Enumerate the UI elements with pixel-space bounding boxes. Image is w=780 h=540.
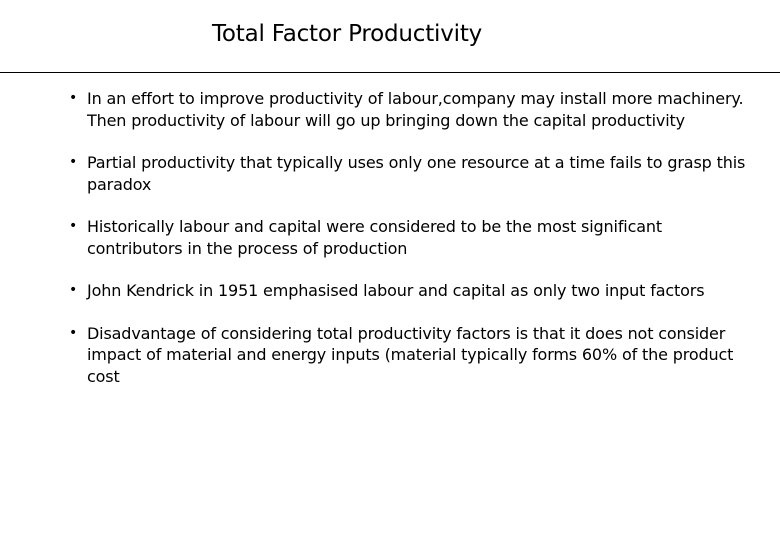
bullet-item [69, 152, 759, 195]
bullet-text: In an effort to improve productivity of labour,company may install more machinery. Then productivity of labour will go up bringing down the capital productivity [87, 89, 744, 130]
title-divider [0, 72, 780, 73]
bullet-dot-icon: • [69, 154, 78, 170]
bullet-item [69, 216, 759, 259]
bullet-text: Partial productivity that typically uses only one resource at a time fails to grasp this paradox [87, 153, 746, 194]
bullet-text: Historically labour and capital were considered to be the most significant contributors in the process of production [87, 217, 663, 258]
bullet-dot-icon: • [69, 218, 78, 234]
bullet-text: Disadvantage of considering total productivity factors is that it does not consider impact of material and energy inputs (material typically forms 60% of the product cost [87, 323, 734, 386]
bullet-text: John Kendrick in 1951 emphasised labour and capital as only two input factors [87, 281, 705, 300]
slide-title: Total Factor Productivity [211, 21, 483, 47]
bullet-item [69, 323, 759, 388]
bullet-dot-icon: • [69, 90, 78, 106]
bullet-dot-icon: • [69, 324, 78, 341]
bullet-item [69, 88, 759, 131]
bullet-list [69, 88, 759, 408]
bullet-item [69, 280, 759, 302]
bullet-dot-icon: • [69, 282, 78, 298]
